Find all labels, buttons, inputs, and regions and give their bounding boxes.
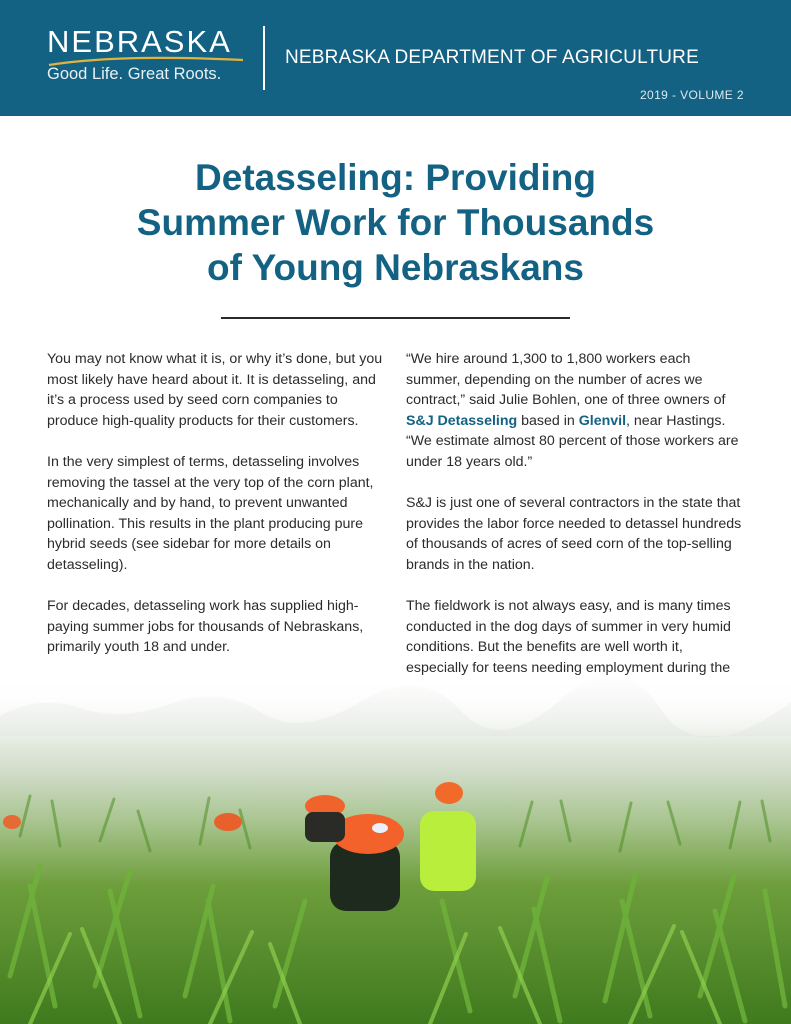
- header-divider: [263, 26, 265, 90]
- masthead: [0, 0, 791, 116]
- quote-text-b: based in: [517, 412, 579, 429]
- left-paragraph-2: In the very simplest of terms, detasseling involves removing the tassel at the very top of the corn plant, mechanically and by hand, to prevent unwanted pollination. This results in the plant producing pure hybrid seeds (see sidebar for more details on detasseling).: [47, 453, 374, 573]
- logo-wordmark: NEBRASKA: [47, 24, 232, 59]
- right-paragraph-2: S&J is just one of several contractors in the state that provides the labor force needed to detassel hundreds of thousands of acres of seed corn of the top-selling brands in the nation.: [406, 495, 742, 573]
- headline-line-3: of Young Nebraskans: [207, 247, 584, 288]
- nebraska-logo: [47, 26, 232, 84]
- quote-text-a: “We hire around 1,300 to 1,800 workers each summer, depending on the number of acres we contract,” said Julie Bohlen, one of three owners of: [406, 351, 726, 409]
- right-paragraph-1: [406, 349, 748, 473]
- left-paragraph-3: For decades, detasseling work has supplied high-paying summer jobs for thousands of Nebraskans, primarily youth 18 and under.: [47, 598, 364, 656]
- town-name: Glenvil: [578, 412, 627, 429]
- article-headline: [60, 155, 731, 290]
- logo-tagline: Good Life. Great Roots.: [47, 65, 222, 83]
- left-column: [47, 349, 387, 658]
- department-name: NEBRASKA DEPARTMENT OF AGRICULTURE: [285, 47, 699, 68]
- cornfield-photo: [0, 676, 791, 1024]
- right-column: [406, 349, 748, 699]
- company-name: S&J Detasseling: [406, 412, 518, 429]
- quote-text-c: , near Hastings. “We estimate almost 80 percent of those workers are under 18 years old.”: [406, 412, 739, 470]
- logo-swoosh-icon: [47, 56, 247, 68]
- headline-line-2: Summer Work for Thousands: [136, 202, 655, 243]
- right-paragraph-3: The fieldwork is not always easy, and is many times conducted in the dog days of summer in very humid conditions. But the benefits are well worth it, especially for teens needing employment during the: [406, 598, 731, 676]
- cornfield-illustration: [0, 676, 791, 1024]
- headline-rule: [221, 317, 570, 319]
- left-paragraph-1: You may not know what it is, or why it’s done, but you most likely have heard about it. It is detasseling, and it’s a process used by seed corn companies to produce high-quality products for their customers.: [47, 351, 383, 429]
- issue-label: 2019 - VOLUME 2: [639, 88, 744, 102]
- headline-line-1: Detasseling: Providing: [195, 157, 596, 198]
